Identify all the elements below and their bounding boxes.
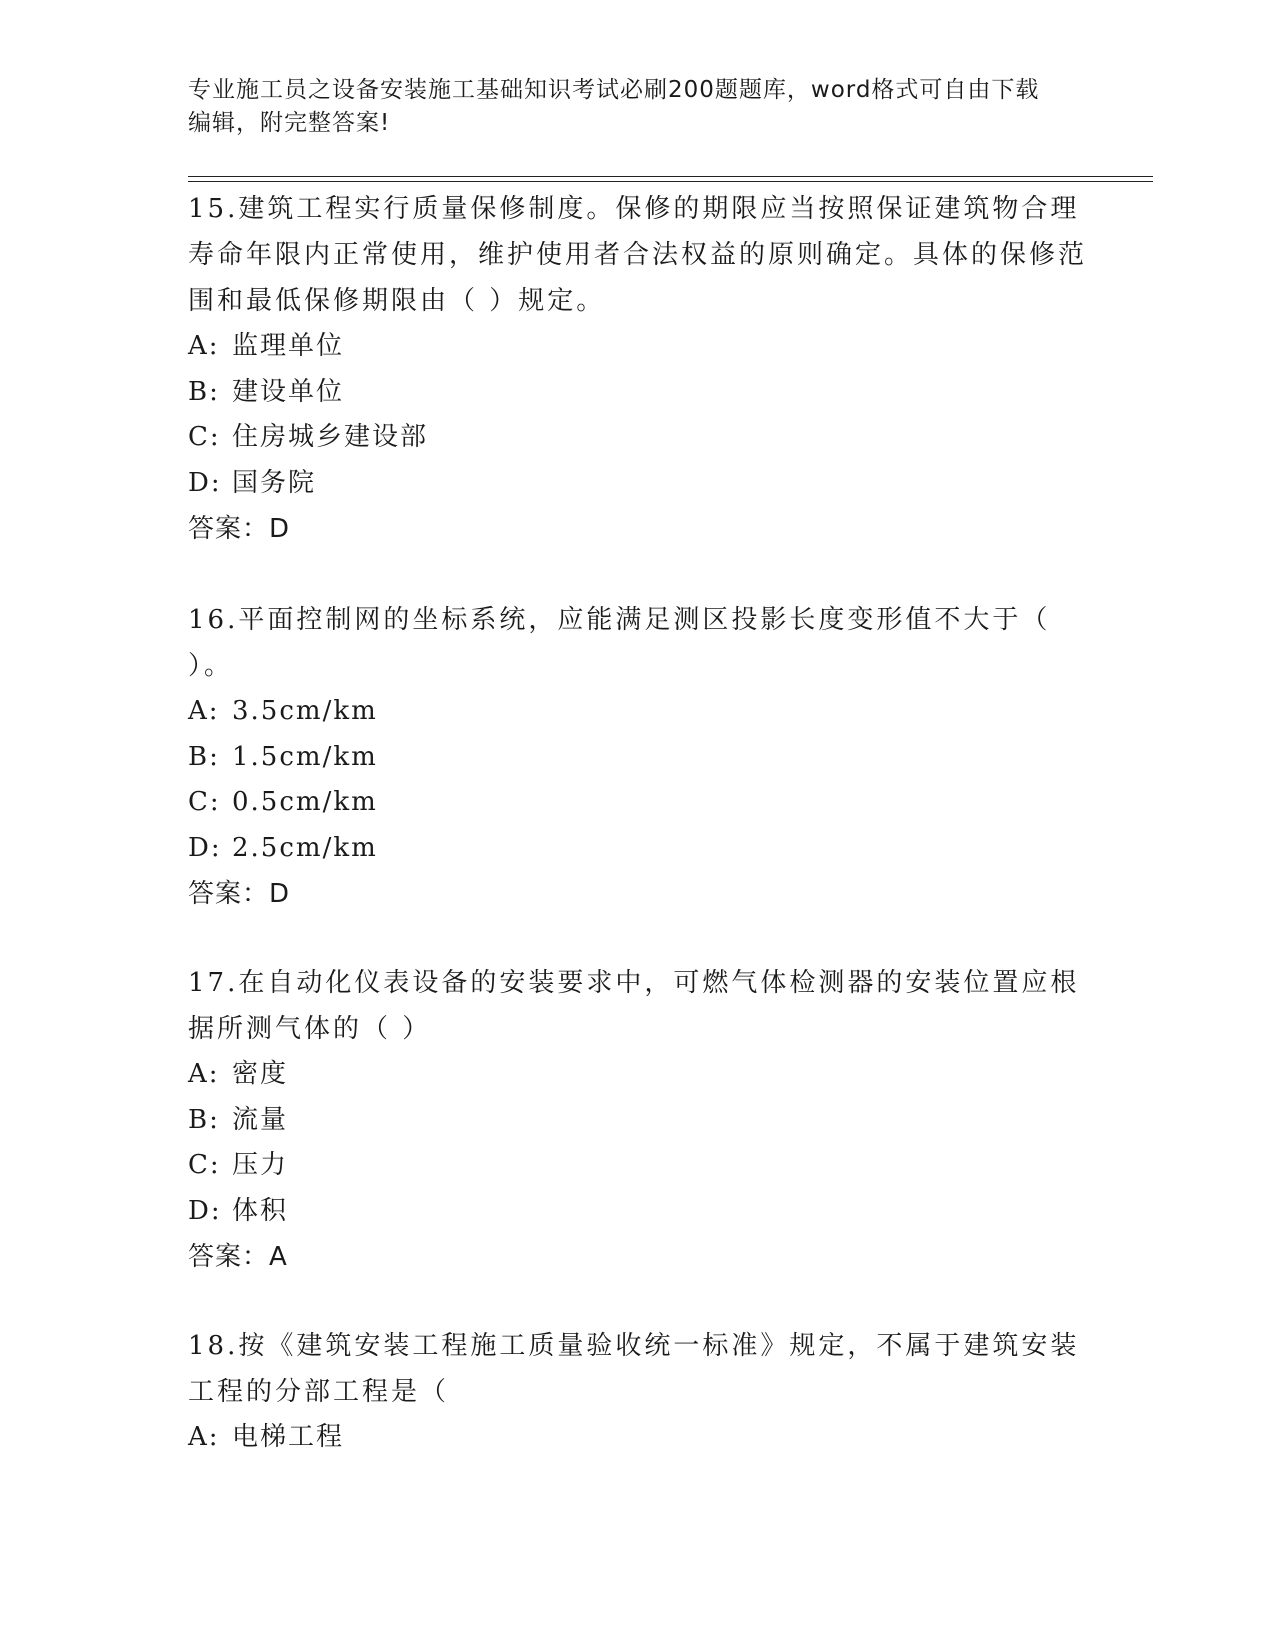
option-letter: B: (188, 1104, 220, 1135)
header-divider-bottom (188, 181, 1153, 182)
option-letter: D: (188, 1195, 222, 1226)
option-letter: B: (188, 376, 220, 407)
header-line-2: 编辑，附完整答案! (188, 110, 391, 136)
option-text: 体积 (232, 1195, 289, 1226)
option-text: 住房城乡建设部 (232, 422, 429, 452)
option-letter: A: (188, 331, 220, 361)
question-18 (188, 1323, 1088, 1461)
option-b (188, 370, 1088, 416)
option-text: 电梯工程 (232, 1422, 345, 1452)
answer: 答案：D (188, 879, 291, 909)
question-17 (188, 960, 1088, 1280)
option-a (188, 1052, 1088, 1098)
option-text: 密度 (232, 1059, 289, 1089)
option-b (188, 1098, 1088, 1144)
answer: 答案：A (188, 1242, 288, 1272)
option-c (188, 415, 1088, 461)
option-c (188, 1143, 1088, 1189)
option-letter: D: (188, 467, 222, 498)
option-text: 2.5cm/km (232, 832, 378, 863)
option-d (188, 826, 1088, 872)
option-a (188, 1415, 1088, 1461)
option-letter: B: (188, 741, 220, 772)
option-letter: C: (188, 1150, 221, 1180)
document-header (188, 74, 1088, 140)
option-letter: C: (188, 787, 221, 817)
option-letter: A: (188, 696, 220, 726)
option-text: 国务院 (232, 467, 317, 498)
option-b (188, 735, 1088, 781)
question-15 (188, 186, 1088, 552)
option-letter: C: (188, 422, 221, 452)
option-d (188, 1189, 1088, 1235)
option-text: 1.5cm/km (232, 741, 378, 772)
answer: 答案：D (188, 514, 291, 544)
option-letter: A: (188, 1422, 220, 1452)
option-c (188, 780, 1088, 826)
option-a (188, 689, 1088, 735)
option-text: 监理单位 (232, 331, 345, 361)
question-stem: 16.平面控制网的坐标系统，应能满足测区投影长度变形值不大于（ ）。 (188, 605, 1051, 681)
header-line-1: 专业施工员之设备安装施工基础知识考试必刷200题题库，word格式可自由下载 (188, 77, 1040, 103)
option-letter: D: (188, 832, 222, 863)
option-text: 3.5cm/km (232, 696, 378, 726)
option-text: 流量 (232, 1104, 289, 1135)
option-text: 建设单位 (232, 376, 345, 407)
question-stem: 17.在自动化仪表设备的安装要求中，可燃气体检测器的安装位置应根据所测气体的（ ） (188, 968, 1080, 1044)
question-16 (188, 597, 1088, 917)
option-d (188, 461, 1088, 507)
question-stem: 15.建筑工程实行质量保修制度。保修的期限应当按照保证建筑物合理寿命年限内正常使用，维护使用者合法权益的原则确定。具体的保修范围和最低保修期限由（ ）规定。 (188, 194, 1088, 316)
header-divider-top (188, 176, 1153, 177)
question-stem: 18.按《建筑安装工程施工质量验收统一标准》规定，不属于建筑安装工程的分部工程是（ (188, 1331, 1080, 1407)
option-text: 压力 (232, 1150, 289, 1180)
option-text: 0.5cm/km (232, 787, 378, 817)
option-letter: A: (188, 1059, 220, 1089)
option-a (188, 324, 1088, 370)
